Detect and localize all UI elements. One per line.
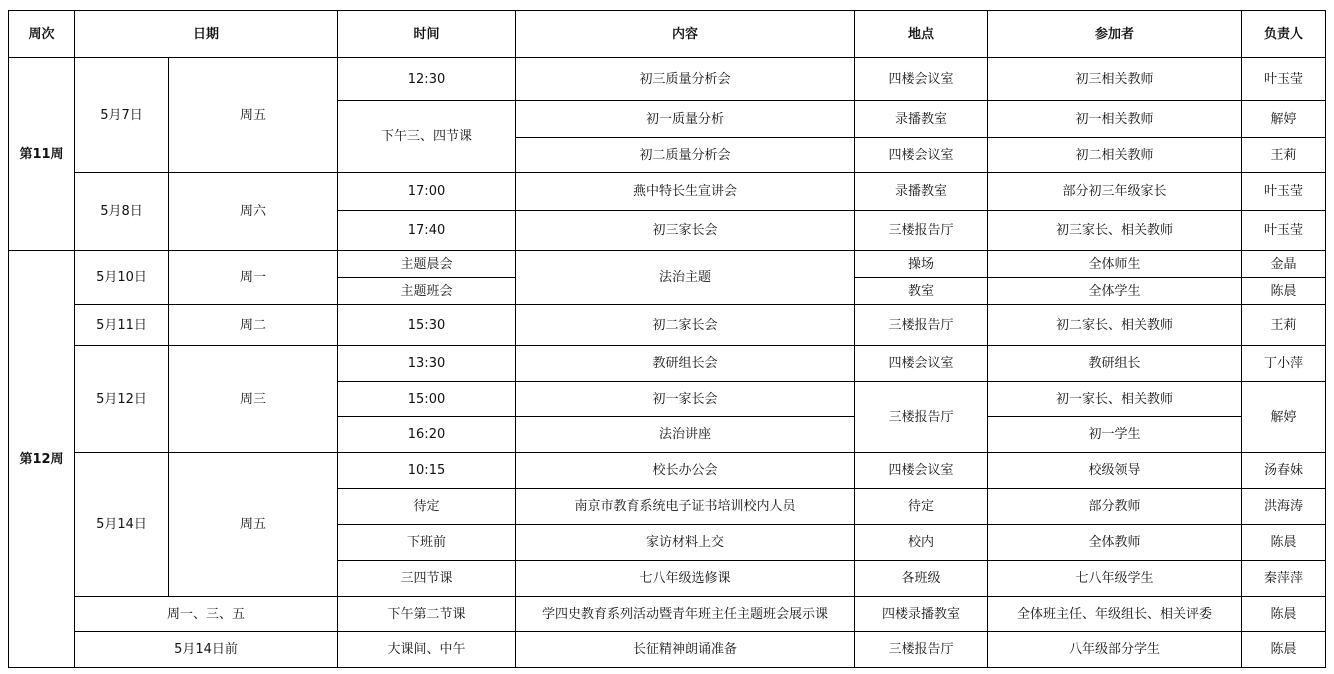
owner-cell: 金晶 xyxy=(1242,251,1326,278)
time-cell: 主题晨会 xyxy=(338,251,516,278)
participants-cell: 全体师生 xyxy=(988,251,1242,278)
content-cell: 七八年级选修课 xyxy=(516,561,855,597)
time-cell: 10:15 xyxy=(338,453,516,489)
owner-cell: 洪海涛 xyxy=(1242,489,1326,525)
owner-cell: 王莉 xyxy=(1242,138,1326,173)
location-cell: 四楼录播教室 xyxy=(855,597,988,632)
time-cell: 13:30 xyxy=(338,346,516,382)
date-cell: 5月14日前 xyxy=(75,632,338,668)
participants-cell: 初一相关教师 xyxy=(988,101,1242,138)
week-cell: 第12周 xyxy=(9,251,75,668)
location-cell: 录播教室 xyxy=(855,101,988,138)
location-cell: 待定 xyxy=(855,489,988,525)
date-cell: 5月11日 xyxy=(75,305,169,346)
time-cell: 大课间、中午 xyxy=(338,632,516,668)
weekday-cell: 周五 xyxy=(169,453,338,597)
date-cell: 周一、三、五 xyxy=(75,597,338,632)
time-cell: 三四节课 xyxy=(338,561,516,597)
owner-cell: 秦萍萍 xyxy=(1242,561,1326,597)
participants-cell: 初二相关教师 xyxy=(988,138,1242,173)
location-cell: 录播教室 xyxy=(855,173,988,211)
content-cell: 南京市教育系统电子证书培训校内人员 xyxy=(516,489,855,525)
owner-cell: 解婷 xyxy=(1242,382,1326,453)
location-cell: 四楼会议室 xyxy=(855,58,988,101)
time-cell: 下午第二节课 xyxy=(338,597,516,632)
location-cell: 四楼会议室 xyxy=(855,138,988,173)
participants-cell: 初三家长、相关教师 xyxy=(988,211,1242,251)
date-cell: 5月14日 xyxy=(75,453,169,597)
date-cell: 5月10日 xyxy=(75,251,169,305)
header-content: 内容 xyxy=(516,11,855,58)
weekday-cell: 周三 xyxy=(169,346,338,453)
content-cell: 学四史教育系列活动暨青年班主任主题班会展示课 xyxy=(516,597,855,632)
header-location: 地点 xyxy=(855,11,988,58)
content-cell: 初二家长会 xyxy=(516,305,855,346)
location-cell: 四楼会议室 xyxy=(855,453,988,489)
content-cell: 长征精神朗诵准备 xyxy=(516,632,855,668)
weekday-cell: 周六 xyxy=(169,173,338,251)
content-cell: 家访材料上交 xyxy=(516,525,855,561)
table-row xyxy=(9,251,1326,278)
header-date: 日期 xyxy=(75,11,338,58)
time-cell: 主题班会 xyxy=(338,278,516,305)
owner-cell: 解婷 xyxy=(1242,101,1326,138)
participants-cell: 初二家长、相关教师 xyxy=(988,305,1242,346)
date-cell: 5月12日 xyxy=(75,346,169,453)
time-cell: 17:00 xyxy=(338,173,516,211)
time-cell: 下午三、四节课 xyxy=(338,101,516,173)
table-row xyxy=(9,346,1326,382)
week-cell: 第11周 xyxy=(9,58,75,251)
date-cell: 5月8日 xyxy=(75,173,169,251)
table-row xyxy=(9,453,1326,489)
time-cell: 17:40 xyxy=(338,211,516,251)
owner-cell: 叶玉莹 xyxy=(1242,211,1326,251)
time-cell: 15:30 xyxy=(338,305,516,346)
participants-cell: 初一学生 xyxy=(988,417,1242,453)
participants-cell: 全体班主任、年级组长、相关评委 xyxy=(988,597,1242,632)
content-cell: 教研组长会 xyxy=(516,346,855,382)
location-cell: 操场 xyxy=(855,251,988,278)
content-cell: 校长办公会 xyxy=(516,453,855,489)
header-participants: 参加者 xyxy=(988,11,1242,58)
owner-cell: 叶玉莹 xyxy=(1242,58,1326,101)
time-cell: 下班前 xyxy=(338,525,516,561)
content-cell: 初三质量分析会 xyxy=(516,58,855,101)
owner-cell: 叶玉莹 xyxy=(1242,173,1326,211)
location-cell: 三楼报告厅 xyxy=(855,305,988,346)
location-cell: 三楼报告厅 xyxy=(855,382,988,453)
owner-cell: 陈晨 xyxy=(1242,278,1326,305)
location-cell: 四楼会议室 xyxy=(855,346,988,382)
location-cell: 三楼报告厅 xyxy=(855,632,988,668)
owner-cell: 丁小萍 xyxy=(1242,346,1326,382)
table-row xyxy=(9,597,1326,632)
time-cell: 12:30 xyxy=(338,58,516,101)
owner-cell: 陈晨 xyxy=(1242,525,1326,561)
content-cell: 初三家长会 xyxy=(516,211,855,251)
participants-cell: 全体学生 xyxy=(988,278,1242,305)
time-cell: 16:20 xyxy=(338,417,516,453)
participants-cell: 部分教师 xyxy=(988,489,1242,525)
owner-cell: 王莉 xyxy=(1242,305,1326,346)
time-cell: 15:00 xyxy=(338,382,516,417)
participants-cell: 校级领导 xyxy=(988,453,1242,489)
content-cell: 初一家长会 xyxy=(516,382,855,417)
table-row xyxy=(9,632,1326,668)
content-cell: 法治讲座 xyxy=(516,417,855,453)
participants-cell: 全体教师 xyxy=(988,525,1242,561)
participants-cell: 部分初三年级家长 xyxy=(988,173,1242,211)
owner-cell: 陈晨 xyxy=(1242,597,1326,632)
weekday-cell: 周二 xyxy=(169,305,338,346)
participants-cell: 初三相关教师 xyxy=(988,58,1242,101)
header-time: 时间 xyxy=(338,11,516,58)
schedule-table xyxy=(8,10,1326,668)
content-cell: 燕中特长生宣讲会 xyxy=(516,173,855,211)
content-cell: 法治主题 xyxy=(516,251,855,305)
weekday-cell: 周五 xyxy=(169,58,338,173)
participants-cell: 八年级部分学生 xyxy=(988,632,1242,668)
location-cell: 校内 xyxy=(855,525,988,561)
table-row xyxy=(9,305,1326,346)
location-cell: 各班级 xyxy=(855,561,988,597)
participants-cell: 七八年级学生 xyxy=(988,561,1242,597)
participants-cell: 初一家长、相关教师 xyxy=(988,382,1242,417)
table-row xyxy=(9,173,1326,211)
weekday-cell: 周一 xyxy=(169,251,338,305)
location-cell: 教室 xyxy=(855,278,988,305)
content-cell: 初一质量分析 xyxy=(516,101,855,138)
time-cell: 待定 xyxy=(338,489,516,525)
header-row xyxy=(9,11,1326,58)
date-cell: 5月7日 xyxy=(75,58,169,173)
content-cell: 初二质量分析会 xyxy=(516,138,855,173)
participants-cell: 教研组长 xyxy=(988,346,1242,382)
header-owner: 负责人 xyxy=(1242,11,1326,58)
owner-cell: 陈晨 xyxy=(1242,632,1326,668)
owner-cell: 汤春妹 xyxy=(1242,453,1326,489)
location-cell: 三楼报告厅 xyxy=(855,211,988,251)
table-row xyxy=(9,58,1326,101)
header-week: 周次 xyxy=(9,11,75,58)
